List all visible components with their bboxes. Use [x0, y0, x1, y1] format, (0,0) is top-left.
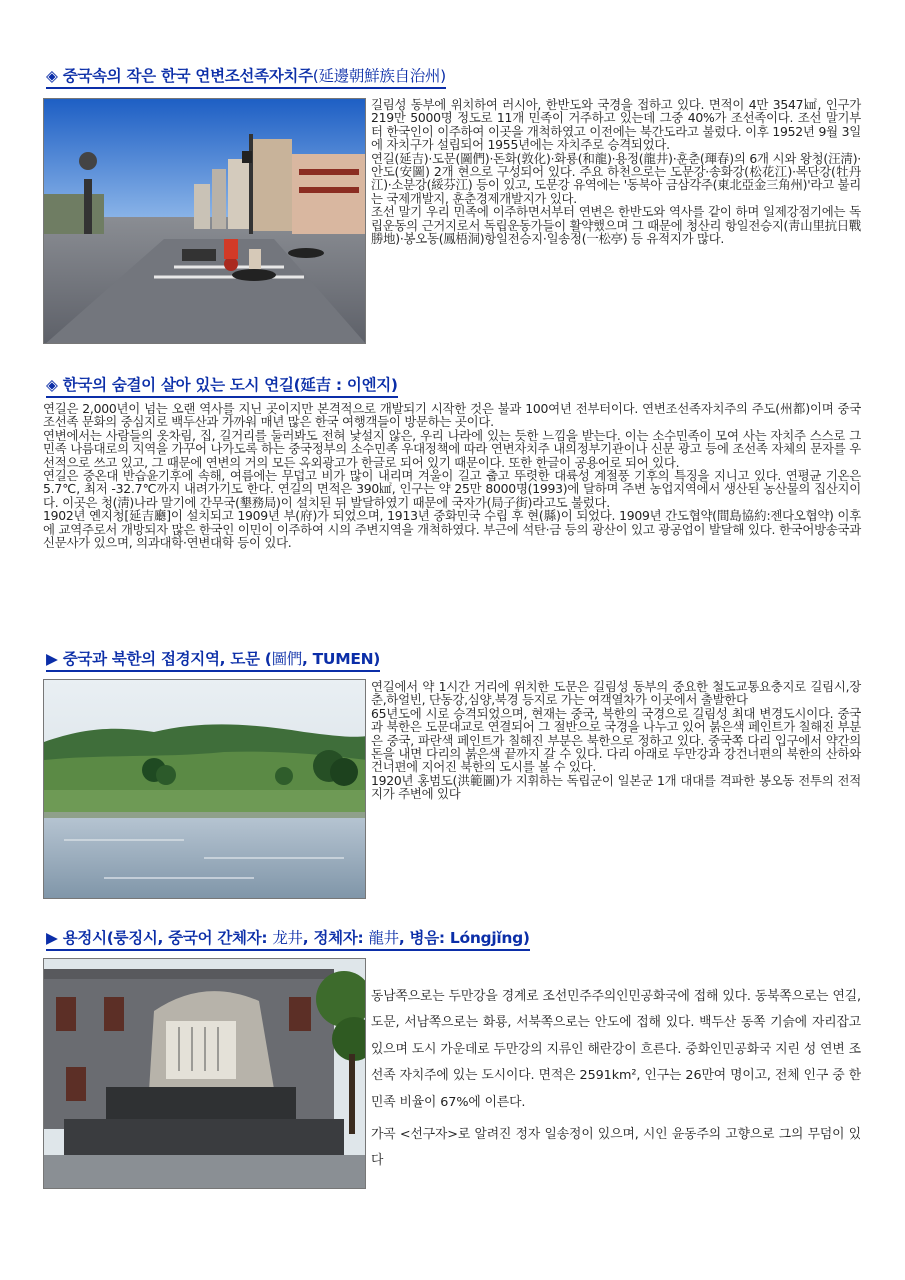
section-heading-yanbian: [46, 64, 446, 89]
heading-sub: (延邊朝鮮族自治州): [312, 67, 446, 85]
paragraph: 동남쪽으로는 두만강을 경계로 조선민주주의인민공화국에 접해 있다. 동북쪽으로는 연길, 도문, 서남쪽으로는 화룡, 서북쪽으로는 안도에 접해 있다. 백두산 동쪽 기슭에 자리잡고 있으며 도시 가운데로 두만강의 지류인 해란강이 흐른다. 중화인민공화국 지린 성 연변 조선족 자치주에 있는 도시이다. 면적은 2591km², 인구는 26만여 명이고, 전체 인구 중 한민족 비율이 67%에 이른다.: [371, 989, 861, 1110]
heading-tail: , TUMEN): [301, 650, 381, 668]
section-body-yanbian: [371, 98, 861, 245]
paragraph: 연변에서는 사람들의 옷차림, 집, 길거리를 둘러봐도 전혀 낯설지 않은, 우리 나라에 있는 듯한 느낌을 받는다. 이는 소수민족이 모여 사는 자치주 스스로 그 민족 나름대로의 지역을 가꾸어 나가도록 하는 중국정부의 소수민족 우대정책에 따라 연변자치주 내의정부기관이나 신문 광고 등에 조선족 자체의 문자를 우선적으로 쓰고 있고, 그 때문에 연변의 거의 모든 옥외광고가 한글로 되어 있기 때문이다. 또한 한글이 공용어로 되어 있다.: [43, 427, 861, 470]
paragraph: 가곡 <선구자>로 알려진 정자 일송정이 있으며, 시인 윤동주의 고향으로 그의 무덤이 있다: [371, 1127, 861, 1169]
heading-sub: (延吉 : 이엔지): [293, 376, 398, 394]
photo-tumen-river: [43, 679, 366, 899]
heading-tail: , 정체자:: [302, 929, 369, 947]
photo-longjing-monument: [43, 958, 366, 1189]
paragraph: 1920년 홍범도(洪範圖)가 지휘하는 독립군이 일본군 1개 대대를 격파한 봉오동 전투의 전적지가 주변에 있다: [371, 772, 861, 802]
heading-main: ◈ 중국속의 작은 한국 연변조선족자치주: [46, 67, 313, 85]
heading-tail-2: , 병음: Lóngjǐng): [398, 929, 530, 947]
section-heading-longjing: [46, 926, 530, 951]
paragraph: 길림성 동부에 위치하여 러시아, 한반도와 국경을 접하고 있다. 면적이 4만 3547㎢, 인구가 219만 5000명 정도로 11개 민족이 거주하고 있는데 그중 40%가 조선족이다. 조선 말기부터 한국인이 이주하여 이곳을 개척하였고 이전에는 북간도라고 불렀다. 이후 1952년 9월 3일에 자치구가 설립되어 1955년에는 자치주로 승격되었다.: [371, 97, 861, 153]
heading-main: ▶ 중국과 북한의 접경지역, 도문 (: [46, 650, 272, 668]
paragraph: 1902년 옌지청[延吉廳]이 설치되고 1909년 부(府)가 되었으며, 1913년 중화민국 수립 후 현(縣)이 되었다. 1909년 간도협약(間島協約:젠다오협약) 이후에 교역주로서 개방되자 많은 한국인 이민이 이주하여 시의 주변지역을 개척하였다. 부근에 석탄·금 등의 광산이 있고 광공업이 발달해 있다. 한국어방송국과 신문사가 있으며, 의과대학·연변대학 등이 있다.: [43, 508, 861, 551]
paragraph: 65년도에 시로 승격되었으며, 현재는 중국, 북한의 국경으로 길림성 최대 변경도시이다. 중국과 북한은 도문대교로 연결되어 그 절반으로 국경을 나누고 있어 붉은색 페인트가 칠해진 부분은 중국, 파란색 페인트가 칠해진 부분은 북한으로 정하고 있다. 중국쪽 다리 입구에서 약간의 돈을 내면 다리의 붉은색 끝까지 갈 수 있다. 다리 아래로 두만강과 강건너편의 북한의 산하와 건너편에 지어진 북한의 도시를 볼 수 있다.: [371, 705, 861, 775]
heading-sub: 圖們: [271, 650, 302, 668]
heading-main: ◈ 한국의 숨결이 살아 있는 도시 연길: [46, 376, 294, 394]
heading-sub: 龙井: [272, 929, 303, 947]
section-body-longjing: [371, 984, 861, 1175]
section-heading-tumen: [46, 647, 380, 672]
paragraph: 연길은 중온대 반습윤기후에 속해, 여름에는 무덥고 비가 많이 내리며 겨울이 길고 춥고 뚜렷한 대륙성 계절풍 기후의 특징을 지니고 있다. 연평균 기온은 5.7℃, 최저 -32.7℃까지 내려가기도 한다. 연길의 면적은 390㎢, 인구는 약 25만 8000명(1993)에 달하며 주변 농업지역에서 생산된 농산물의 집산지이다. 이곳은 청(淸)나라 말기에 간무국(墾務局)이 설치된 뒤 발달하였기 때문에 국자가(局子街)라고도 불렀다.: [43, 468, 861, 510]
heading-sub-2: 龍井: [368, 929, 399, 947]
paragraph: 연길에서 약 1시간 거리에 위치한 도문은 길림성 동부의 중요한 철도교통요충지로 길림시,장춘,하얼빈, 단동강,심양,북경 등지로 가는 여객열차가 이곳에서 출발한다: [371, 679, 861, 708]
section-heading-yanji: [46, 373, 398, 398]
paragraph: 연길(延吉)·도문(圖們)·돈화(敦化)·화룡(和龍)·용정(龍井)·훈춘(琿春)의 6개 시와 왕청(汪淸)·안도(安圖) 2개 현으로 구성되어 있다. 주요 하천으로는 도문강·송화강(松花江)·목단강(牡丹江)·소분강(綏芬江) 등이 있고, 도문강 유역에는 '동북아 금삼각주(東北亞金三角州)'라고 불리는 국제개발지, 훈춘경제개발지가 있다.: [371, 150, 861, 206]
section-body-tumen: [371, 680, 861, 801]
section-body-yanji: [43, 402, 861, 549]
photo-yanbian-street: [43, 98, 366, 344]
paragraph: 조선 말기 우리 민족에 이주하면서부터 연변은 한반도와 역사를 같이 하며 일제강점기에는 독립운동의 근거지로서 독립운동가들이 활약했으며 그 때문에 청산리 항일전승지(靑山里抗日戰勝地)·봉오동(鳳梧洞)항일전승지·일송정(一松亭) 등 유적지가 많다.: [371, 204, 861, 247]
heading-main: ▶ 용정시(룽징시, 중국어 간체자:: [46, 929, 273, 947]
paragraph: 연길은 2,000년이 넘는 오랜 역사를 지닌 곳이지만 본격적으로 개발되기 시작한 것은 불과 100여년 전부터이다. 연변조선족자치주의 주도(州都)이며 중국 조선족 문화의 중심지로 백두산과 가까워 매년 많은 한국 여행객들이 방문하는 곳이다.: [43, 401, 861, 430]
